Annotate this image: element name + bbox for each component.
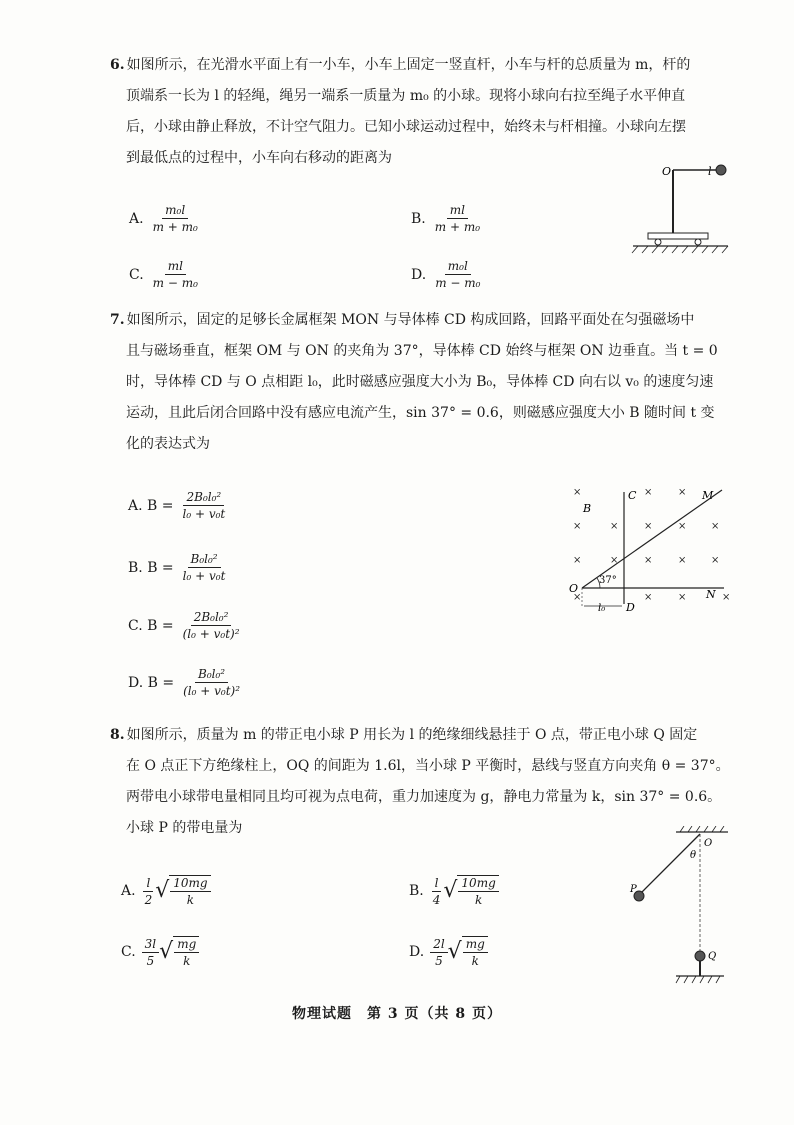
q8-option-b-root: √ $\frac{10mg}{k}$ bbox=[443, 875, 498, 907]
q7-option-d[interactable]: D. B = $\frac{\text{B₀l₀²}}{\text{(l₀ + v₀t)²}}$ bbox=[128, 667, 243, 698]
q6-option-b[interactable]: B. $\frac{ml}{\text{m + m₀}}$ bbox=[411, 203, 483, 234]
svg-text:×: × bbox=[678, 592, 687, 603]
q7-fig-label-b: B bbox=[583, 502, 592, 515]
q8-line-3: 两带电小球带电量相同且均可视为点电荷，重力加速度为 g，静电力常量为 k，sin 37° = 0.6。 bbox=[126, 789, 722, 805]
q6-option-d-fraction: $\frac{\text{m₀l}}{\text{m − m₀}}$ bbox=[435, 259, 481, 290]
q8-fig-label-q: Q bbox=[708, 951, 717, 962]
q8-option-d[interactable]: D. $\frac{2l}{5}$ √ $\frac{mg}{k}$ bbox=[409, 936, 488, 968]
q7-option-a[interactable]: A. B = $\frac{\text{2B₀l₀²}}{\text{l₀ + v₀t}}$ bbox=[128, 490, 228, 521]
q6-option-a[interactable]: A. $\frac{\text{m₀l}}{\text{m + m₀}}$ bbox=[129, 203, 201, 234]
q7-line-5: 化的表达式为 bbox=[126, 436, 210, 452]
q8-option-b[interactable]: B. $\frac{l}{4}$ √ $\frac{10mg}{k}$ bbox=[409, 875, 499, 907]
q7-option-a-fraction: $\frac{\text{2B₀l₀²}}{\text{l₀ + v₀t}}$ bbox=[182, 490, 226, 521]
q7-line-2: 且与磁场垂直，框架 OM 与 ON 的夹角为 37°，导体棒 CD 始终与框架 ON 边垂直。当 t = 0 bbox=[126, 343, 718, 359]
q7-fig-label-c: C bbox=[628, 489, 637, 502]
svg-text:×: × bbox=[610, 521, 619, 532]
q8-fig-label-p: P bbox=[630, 884, 637, 895]
q7-option-d-fraction: $\frac{\text{B₀l₀²}}{\text{(l₀ + v₀t)²}}$ bbox=[183, 667, 241, 698]
q7-option-b-fraction: $\frac{\text{B₀l₀²}}{\text{l₀ + v₀t}}$ bbox=[182, 552, 226, 583]
q7-rail-om bbox=[582, 490, 722, 588]
q6-line-4: 到最低点的过程中，小车向右移动的距离为 bbox=[126, 150, 392, 166]
svg-text:×: × bbox=[678, 487, 687, 498]
q8-line-1: 8. 如图所示，质量为 m 的带正电小球 P 用长为 l 的绝缘细线悬挂于 O 点，带正电小球 Q 固定 bbox=[110, 727, 698, 743]
q6-option-c[interactable]: C. $\frac{ml}{\text{m − m₀}}$ bbox=[129, 259, 201, 290]
q7-fig-label-l0: l₀ bbox=[598, 603, 606, 614]
q6-cart-figure bbox=[628, 158, 738, 258]
q8-option-c-root: √ $\frac{mg}{k}$ bbox=[159, 936, 199, 968]
q6-fig-label-l: l bbox=[708, 165, 712, 178]
svg-text:×: × bbox=[573, 487, 582, 498]
q8-option-d-root: √ $\frac{mg}{k}$ bbox=[448, 936, 488, 968]
q6-option-a-fraction: $\frac{\text{m₀l}}{\text{m + m₀}}$ bbox=[152, 203, 198, 234]
q8-ground-hatch bbox=[676, 976, 720, 983]
q7-option-b[interactable]: B. B = $\frac{\text{B₀l₀²}}{\text{l₀ + v₀t}}$ bbox=[128, 552, 228, 583]
q7-fig-label-d: D bbox=[626, 601, 635, 614]
q6-fig-label-o: O bbox=[662, 165, 672, 178]
q8-thread bbox=[640, 834, 700, 894]
q7-fig-label-angle: 37° bbox=[599, 575, 617, 586]
q8-option-d-coef: $\frac{2l}{5}$ bbox=[430, 937, 447, 968]
svg-text:×: × bbox=[644, 555, 653, 566]
q6-option-d[interactable]: D. $\frac{\text{m₀l}}{\text{m − m₀}}$ bbox=[411, 259, 483, 290]
page-footer: 物理试题 第 3 页（共 8 页） bbox=[292, 1006, 502, 1022]
q6-line-3: 后，小球由静止释放，不计空气阻力。已知小球运动过程中，始终未与杆相撞。小球向左摆 bbox=[126, 119, 686, 135]
q7-field-crosses bbox=[573, 487, 730, 603]
svg-text:×: × bbox=[711, 555, 720, 566]
svg-text:×: × bbox=[573, 592, 582, 603]
q8-option-c[interactable]: C. $\frac{3l}{5}$ √ $\frac{mg}{k}$ bbox=[121, 936, 199, 968]
q8-fig-label-o: O bbox=[704, 838, 713, 849]
q7-line-1: 7. 如图所示，固定的足够长金属框架 MON 与导体棒 CD 构成回路，回路平面处在匀强磁场中 bbox=[110, 312, 695, 328]
svg-text:×: × bbox=[678, 521, 687, 532]
q8-option-a-coef: $\frac{l}{2}$ bbox=[144, 875, 153, 907]
q8-number: 8. bbox=[110, 727, 125, 743]
q7-fig-label-o: O bbox=[569, 582, 579, 595]
question-6 bbox=[110, 50, 730, 174]
q8-option-c-coef: $\frac{3l}{5}$ bbox=[142, 937, 159, 968]
q6-wheel-right bbox=[695, 239, 701, 245]
q6-line-1: 6. 如图所示，在光滑水平面上有一小车，小车上固定一竖直杆，小车与杆的总质量为 m，杆的 bbox=[110, 57, 691, 73]
q8-option-a[interactable]: A. $\frac{l}{2}$ √ $\frac{10mg}{k}$ bbox=[121, 875, 211, 907]
q8-line-4: 小球 P 的带电量为 bbox=[126, 820, 243, 836]
q7-fig-label-m: M bbox=[702, 489, 714, 502]
svg-text:×: × bbox=[644, 487, 653, 498]
svg-text:×: × bbox=[573, 521, 582, 532]
q7-line-3: 时，导体棒 CD 与 O 点相距 l₀，此时磁感应强度大小为 B₀，导体棒 CD 向右以 v₀ 的速度匀速 bbox=[126, 374, 714, 390]
q7-option-c[interactable]: C. B = $\frac{\text{2B₀l₀²}}{\text{(l₀ + v₀t)²}}$ bbox=[128, 610, 243, 641]
svg-text:×: × bbox=[722, 592, 730, 603]
q8-line-2: 在 O 点正下方绝缘柱上，OQ 的间距为 1.6l，当小球 P 平衡时，悬线与竖直方向夹角 θ = 37°。 bbox=[126, 758, 730, 774]
q6-number: 6. bbox=[110, 57, 125, 73]
q7-option-c-fraction: $\frac{\text{2B₀l₀²}}{\text{(l₀ + v₀t)²}}$ bbox=[182, 610, 240, 641]
question-7 bbox=[110, 305, 730, 460]
q8-ball-q bbox=[695, 951, 705, 961]
q7-number: 7. bbox=[110, 312, 125, 328]
svg-text:×: × bbox=[644, 592, 653, 603]
q6-line-2: 顶端系一长为 l 的轻绳，绳另一端系一质量为 m₀ 的小球。现将小球向右拉至绳子水平伸直 bbox=[126, 88, 686, 104]
q7-fig-label-n: N bbox=[706, 588, 716, 601]
q6-option-b-fraction: $\frac{ml}{\text{m + m₀}}$ bbox=[434, 203, 481, 234]
q6-cart-body bbox=[648, 233, 708, 239]
q8-pendulum-figure bbox=[624, 826, 734, 986]
svg-text:×: × bbox=[573, 555, 582, 566]
q6-ground-hatch bbox=[632, 246, 728, 253]
svg-text:×: × bbox=[610, 555, 619, 566]
svg-text:×: × bbox=[678, 555, 687, 566]
q8-ceiling-hatch bbox=[680, 826, 724, 832]
q7-line-4: 运动，且此后闭合回路中没有感应电流产生，sin 37° = 0.6，则磁感应强度大小 B 随时间 t 变 bbox=[126, 405, 715, 421]
q6-ball bbox=[716, 165, 726, 175]
q8-fig-label-theta: θ bbox=[690, 850, 697, 861]
q7-field-figure bbox=[566, 482, 730, 616]
svg-text:×: × bbox=[711, 521, 720, 532]
q8-option-b-coef: $\frac{l}{4}$ bbox=[432, 875, 441, 907]
q8-option-a-root: √ $\frac{10mg}{k}$ bbox=[155, 875, 210, 907]
svg-text:×: × bbox=[644, 521, 653, 532]
q6-wheel-left bbox=[655, 239, 661, 245]
q6-option-c-fraction: $\frac{ml}{\text{m − m₀}}$ bbox=[152, 259, 198, 290]
